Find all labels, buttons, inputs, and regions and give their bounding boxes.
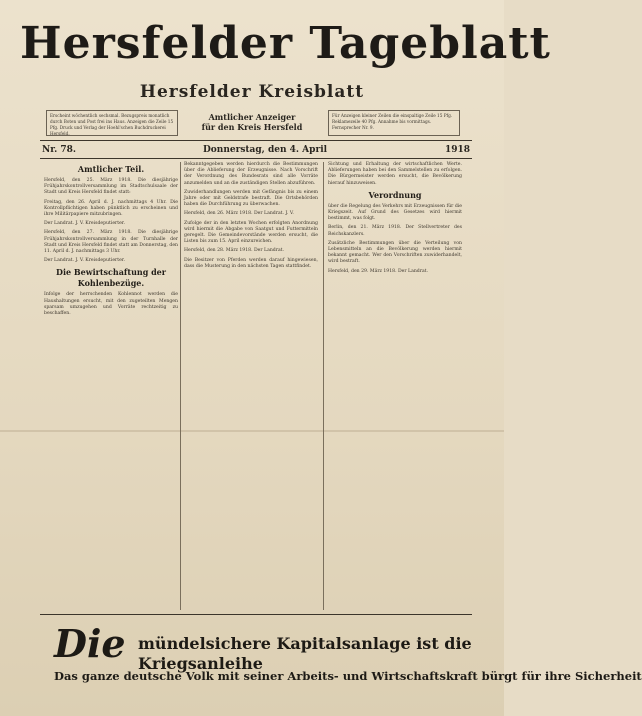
article-paragraph: Hersfeld, den 27. März 1918. Die diesjährige Frühjahrskontrollversammlung in der Turnhalle der Stadt und Kreis Hersfeld findet statt am Donnerstag, den 11. April d. J. nachmittags 3 Uhr. (44, 230, 178, 255)
masthead-title: Hersfelder Tageblatt (20, 18, 551, 69)
official-notice-line-1: Amtlicher Anzeiger (208, 112, 296, 122)
masthead-subtitle: Hersfelder Kreisblatt (139, 82, 365, 102)
issue-year: 1918 (444, 145, 470, 155)
column-divider (180, 162, 181, 610)
article-paragraph: Zusätzliche Bestimmungen über die Verteilung von Lebensmitteln an die Bevölkerung werden hiermit bekannt gemacht. Wer den Vorschriften zuwiderhandelt, wird bestraft. (328, 240, 462, 265)
dateline (40, 143, 472, 157)
column-divider (323, 162, 324, 610)
advertisement-tagline: Das ganze deutsche Volk mit seiner Arbeits- und Wirtschaftskraft bürgt für ihre Sicherheit (54, 669, 642, 683)
advertisement-headline-word: Die (54, 621, 126, 666)
article-signature: Berlin, den 21. März 1918. Der Stellvertreter des Reichskanzlers. (328, 225, 462, 237)
column-1-heading-2: Die Bewirtschaftung der Kohlenbezüge. (56, 267, 166, 289)
column-3 (328, 162, 462, 614)
issue-date: Donnerstag, den 4. April (202, 145, 328, 155)
war-bond-advertisement (40, 618, 642, 700)
article-paragraph: Zufolge der in den letzten Wochen erfolgten Anordnung wird hiermit die Abgabe von Saatgut und Futtermitteln geregelt. Die Gemeindevorstände werden ersucht, die Listen bis zum 15. April einzureichen. (184, 220, 318, 245)
article-paragraph: Die Besitzer von Pferden werden darauf hingewiesen, dass die Musterung in den nächsten Tagen stattfindet. (184, 257, 318, 269)
column-1 (44, 162, 178, 614)
header-rule-top (40, 140, 472, 141)
official-notice-label (184, 112, 320, 132)
column-3-heading: Verordnung (368, 189, 422, 200)
article-paragraph: Bekanntgegeben werden hierdurch die Bestimmungen über die Ablieferung der Erzeugnisse. Nach Vorschrift der Verordnung des Bundesrats sind alle Vorräte anzumelden und an die zuständigen Stellen abzuführen. (184, 162, 318, 186)
official-notice-line-2: für den Kreis Hersfeld (201, 122, 303, 132)
subscription-box: Erscheint wöchentlich sechsmal. Bezugspreis monatlich durch Boten und Post frei ins Haus. Anzeigen die Zeile 15 Pfg. Druck und Verlag der Hoehl'schen Buchdruckerei Hersfeld. (46, 110, 178, 136)
issue-number: Nr. 78. (42, 145, 77, 155)
header-rule-bottom (40, 158, 472, 159)
article-signature: Hersfeld, den 28. März 1918. Der Landrat. (184, 248, 284, 254)
article-signature: Hersfeld, den 26. März 1918. Der Landrat. J. V. (184, 211, 294, 217)
article-paragraph: Hersfeld, den 25. März 1918. Die diesjährige Frühjahrskontrollversammlung im Stadtschulsaale der Stadt und Kreis Hersfeld findet statt: (44, 178, 178, 196)
article-paragraph: Zuwiderhandlungen werden mit Gefängnis bis zu einem Jahre oder mit Geldstrafe bestraft. Die Ortsbehörden haben die Durchführung zu überwachen. (184, 189, 318, 208)
article-signature: Hersfeld, den 29. März 1918. Der Landrat. (328, 268, 428, 274)
article-paragraph: Sichtung und Erhaltung der wirtschaftlichen Werte. Ablieferungen haben bei den Sammelstellen zu erfolgen. Die Bürgermeister werden ersucht, die Bevölkerung hierauf hinzuweisen. (328, 162, 462, 186)
advertisement-headline: mündelsichere Kapitalsanlage ist die Kriegsanleihe (138, 634, 472, 673)
article-signature: Der Landrat. J. V. Kreisdeputierter. (44, 258, 125, 264)
advertisement-rule (40, 614, 472, 615)
column-2 (184, 162, 318, 614)
article-paragraph: Infolge der herrschenden Kohlennot werden die Haushaltungen ersucht, mit den zugeteilten Mengen sparsam umzugehen und Vorräte rechtzeitig zu beschaffen. (44, 292, 178, 317)
advertising-box: Für Anzeigen kleiner Zeilen die einspaltige Zeile 15 Pfg. Reklamezeile 40 Pfg. Annahme bis vormittags. Fernsprecher Nr. 9. (328, 110, 460, 136)
article-paragraph: über die Regelung des Verkehrs mit Erzeugnissen für die Kriegszeit. Auf Grund des Gesetzes wird hiermit bestimmt, was folgt. (328, 203, 462, 222)
article-signature: Der Landrat. J. V. Kreisdeputierter. (44, 221, 125, 227)
column-1-heading: Amtlicher Teil. (77, 164, 145, 174)
article-paragraph: Freitag, den 26. April d. J. nachmittags 4 Uhr. Die Kontrollpflichtigen haben pünktlich zu erscheinen und ihre Militärpapiere mitzubringen. (44, 199, 178, 218)
